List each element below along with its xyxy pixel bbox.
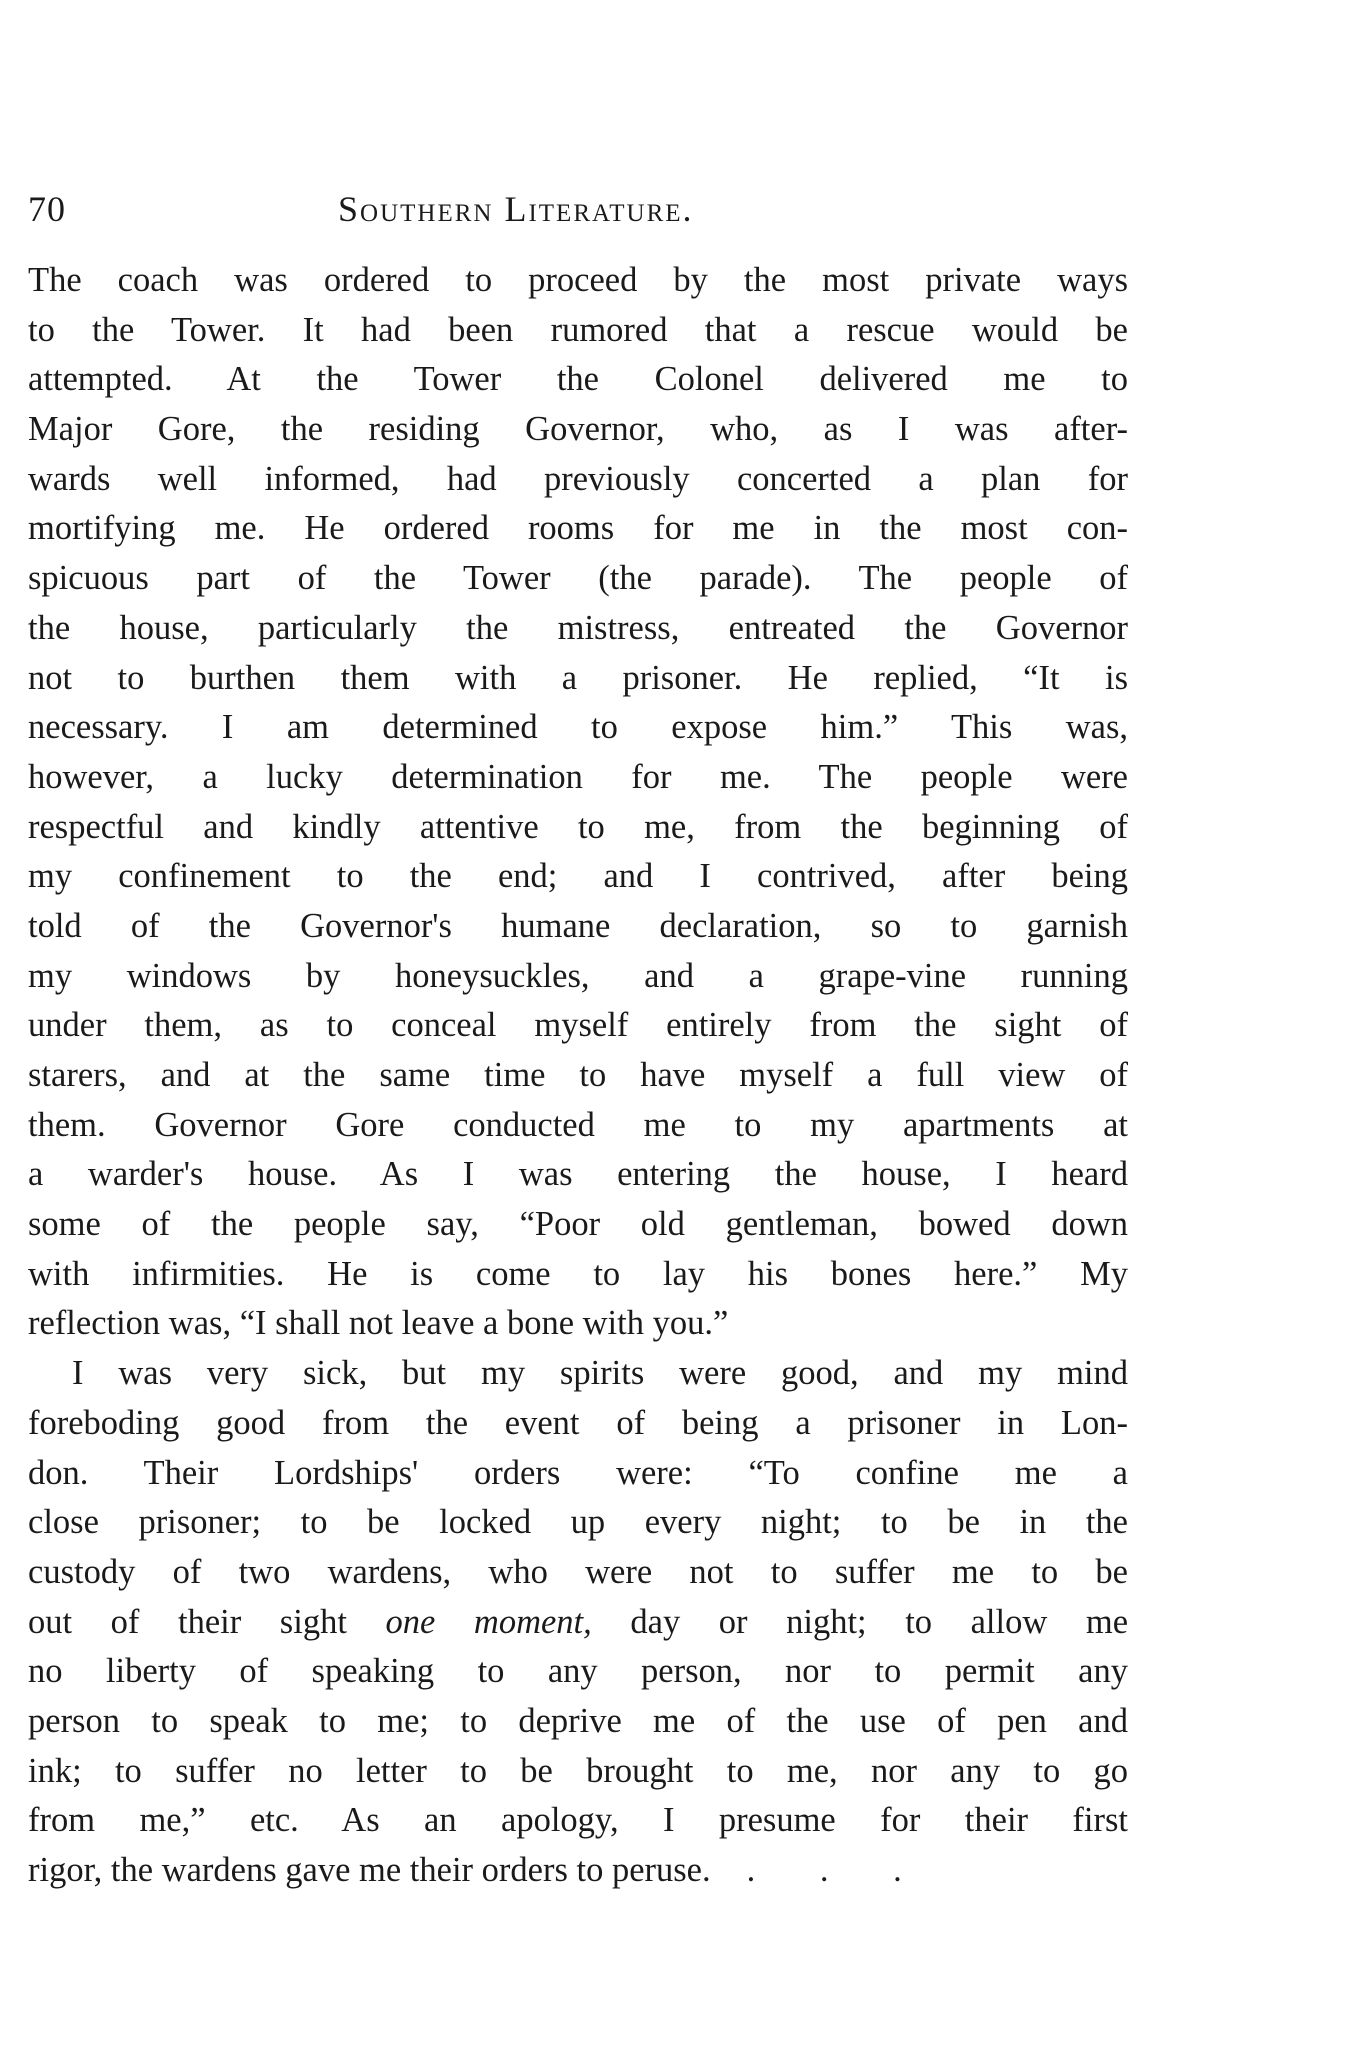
text-line: with infirmities. He is come to lay his bones here.” My	[28, 1254, 1128, 1293]
text-line: however, a lucky determination for me. The people were	[28, 757, 1128, 796]
text-line: don. Their Lordships' orders were: “To confine me a	[28, 1453, 1128, 1492]
text-line	[28, 1846, 1128, 1896]
text-line: attempted. At the Tower the Colonel delivered me to	[28, 360, 1128, 399]
italic-emphasis: one moment,	[385, 1602, 592, 1641]
ellipsis: . . .	[746, 1851, 930, 1889]
text-line: under them, as to conceal myself entirely from the sight of	[28, 1006, 1128, 1045]
text-line: Major Gore, the residing Governor, who, as I was after-	[28, 410, 1128, 449]
text-line: my windows by honeysuckles, and a grape-vine running	[28, 956, 1128, 995]
text-line: custody of two wardens, who were not to suffer me to be	[28, 1552, 1128, 1591]
text-line: to the Tower. It had been rumored that a rescue would be	[28, 310, 1128, 349]
text-line: no liberty of speaking to any person, nor to permit any	[28, 1652, 1128, 1691]
text-line: foreboding good from the event of being a prisoner in Lon-	[28, 1403, 1128, 1442]
paragraph	[28, 1349, 1128, 1896]
text-line: a warder's house. As I was entering the house, I heard	[28, 1155, 1128, 1194]
text-line: respectful and kindly attentive to me, from the beginning of	[28, 807, 1128, 846]
text-line: the house, particularly the mistress, entreated the Governor	[28, 608, 1128, 647]
text-line: I was very sick, but my spirits were good, and my mind	[72, 1354, 1128, 1393]
text-line: from me,” etc. As an apology, I presume for their first	[28, 1801, 1128, 1840]
paragraph	[28, 256, 1128, 1349]
text-line: my confinement to the end; and I contrived, after being	[28, 857, 1128, 896]
text-line: ink; to suffer no letter to be brought to me, nor any to go	[28, 1751, 1128, 1790]
text-line: not to burthen them with a prisoner. He replied, “It is	[28, 658, 1128, 697]
text-segment: rigor, the wardens gave me their orders to peruse.	[28, 1851, 711, 1889]
text-segment: day or night; to allow me	[630, 1602, 1128, 1641]
text-line: spicuous part of the Tower (the parade). The people of	[28, 559, 1128, 598]
page-header	[28, 188, 1128, 248]
text-line: told of the Governor's humane declaration, so to garnish	[28, 906, 1128, 945]
text-line: mortifying me. He ordered rooms for me in the most con-	[28, 509, 1128, 548]
text-line	[28, 1598, 1128, 1648]
text-line: reflection was, “I shall not leave a bone with you.”	[28, 1304, 729, 1343]
page-number: 70	[28, 189, 66, 229]
text-line: some of the people say, “Poor old gentleman, bowed down	[28, 1205, 1128, 1244]
text-line: necessary. I am determined to expose him.” This was,	[28, 708, 1128, 747]
text-line: starers, and at the same time to have myself a full view of	[28, 1056, 1128, 1094]
body-text	[28, 256, 1128, 1896]
text-line: wards well informed, had previously concerted a plan for	[28, 459, 1128, 498]
text-segment: out of their sight	[28, 1602, 347, 1641]
text-line: close prisoner; to be locked up every night; to be in the	[28, 1503, 1128, 1542]
running-head: Southern Literature.	[338, 189, 694, 229]
text-line: person to speak to me; to deprive me of the use of pen and	[28, 1701, 1128, 1740]
text-line: them. Governor Gore conducted me to my apartments at	[28, 1105, 1128, 1144]
text-line: The coach was ordered to proceed by the most private ways	[28, 261, 1128, 299]
